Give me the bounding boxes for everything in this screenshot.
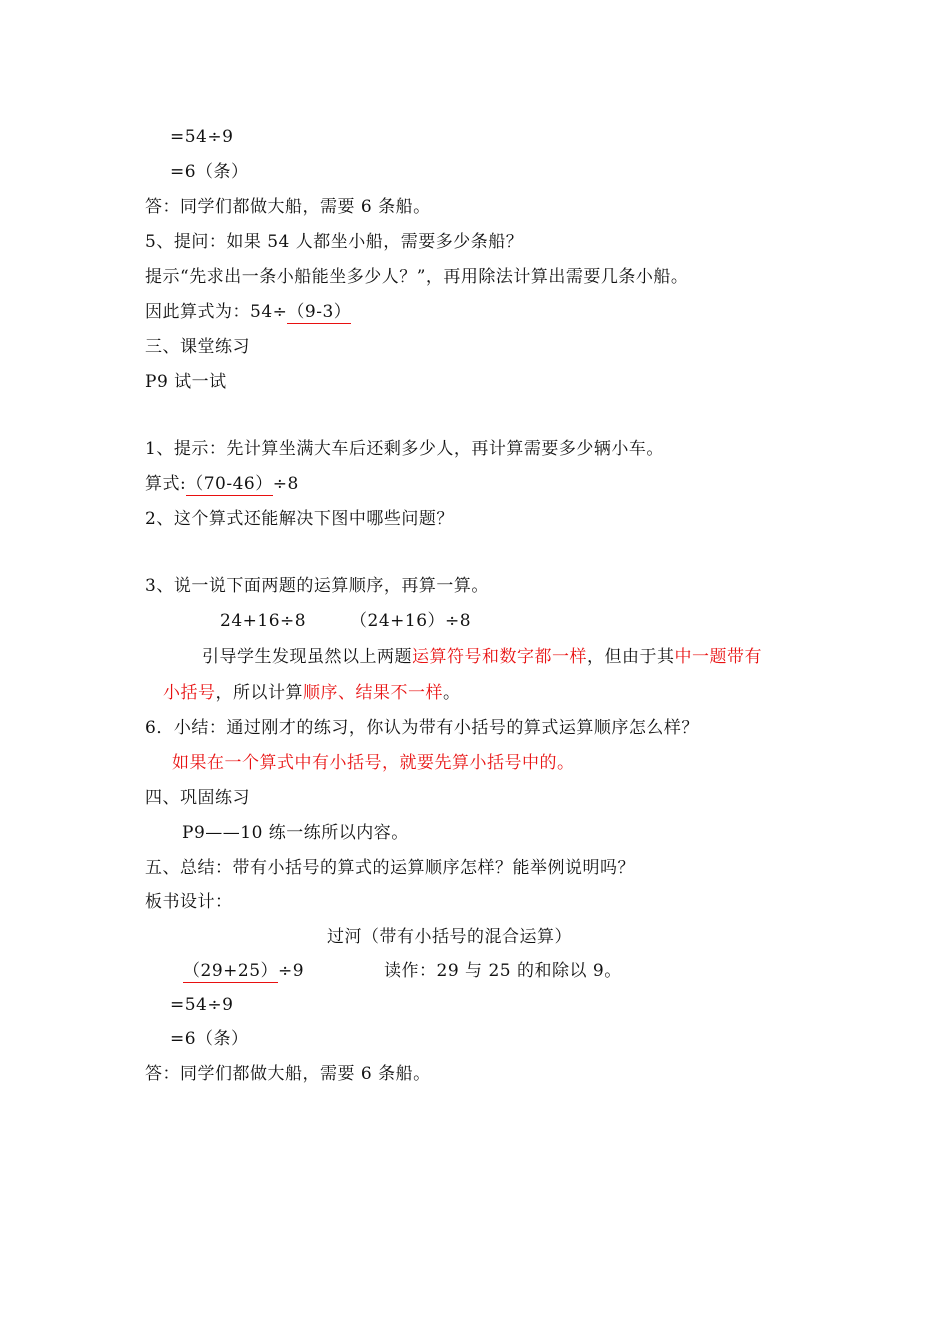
formula-underlined: （29+25） (183, 961, 279, 981)
formula-prefix: 算式: (145, 474, 187, 494)
answer-line: 答：同学们都做大船，需要 6 条船。 (145, 1064, 431, 1084)
guidance-text: 引导学生发现虽然以上两题 (202, 647, 412, 667)
subsection-heading: P9 试一试 (145, 372, 227, 392)
section-heading: 三、课堂练习 (145, 337, 250, 357)
practice-line: P9——10 练一练所以内容。 (182, 823, 409, 843)
equation-line: =54÷9 (170, 127, 234, 147)
guidance-line (163, 682, 461, 704)
guidance-text: 。 (443, 683, 461, 703)
question-line: 3、说一说下面两题的运算顺序，再算一算。 (145, 576, 489, 596)
guidance-highlight: 顺序、结果不一样 (303, 683, 443, 703)
guidance-text: ，但由于其 (587, 647, 675, 667)
formula-underlined: （9-3） (287, 302, 352, 322)
summary-question: 6．小结：通过刚才的练习，你认为带有小括号的算式运算顺序怎么样？ (145, 718, 699, 738)
hint-line: 1、提示：先计算坐满大车后还剩多少人，再计算需要多少辆小车。 (145, 439, 664, 459)
formula-suffix: ÷9 (278, 961, 305, 981)
section-heading: 五、总结：带有小括号的算式的运算顺序怎样？能举例说明吗？ (145, 858, 635, 878)
expression-a: 24+16÷8 (220, 611, 307, 631)
section-heading: 四、巩固练习 (145, 788, 250, 808)
answer-line: 答：同学们都做大船，需要 6 条船。 (145, 197, 431, 217)
question-line: 5、提问：如果 54 人都坐小船，需要多少条船？ (145, 232, 524, 252)
equation-line: =6（条） (170, 162, 249, 182)
formula-prefix: 因此算式为：54÷ (145, 302, 288, 322)
guidance-highlight: 中一题带有 (674, 647, 762, 667)
formula-line (145, 301, 351, 323)
board-formula (183, 960, 304, 982)
guidance-line (202, 646, 762, 668)
board-title: 过河（带有小括号的混合运算） (327, 927, 572, 947)
summary-answer: 如果在一个算式中有小括号，就要先算小括号中的。 (172, 753, 575, 773)
guidance-highlight: 运算符号和数字都一样 (412, 647, 587, 667)
board-reading: 读作：29 与 25 的和除以 9。 (384, 961, 622, 981)
guidance-highlight: 小括号 (163, 683, 216, 703)
formula-line (145, 473, 299, 495)
question-line: 2、这个算式还能解决下图中哪些问题？ (145, 509, 454, 529)
formula-underlined: （70-46） (186, 474, 273, 494)
equation-line: =6（条） (170, 1029, 249, 1049)
board-design-label: 板书设计： (145, 892, 233, 912)
guidance-text: ，所以计算 (215, 683, 303, 703)
expression-b: （24+16）÷8 (350, 611, 472, 631)
equation-line: =54÷9 (170, 995, 234, 1015)
formula-suffix: ÷8 (272, 474, 299, 494)
hint-line: 提示“先求出一条小船能坐多少人？”，再用除法计算出需要几条小船。 (145, 267, 689, 287)
